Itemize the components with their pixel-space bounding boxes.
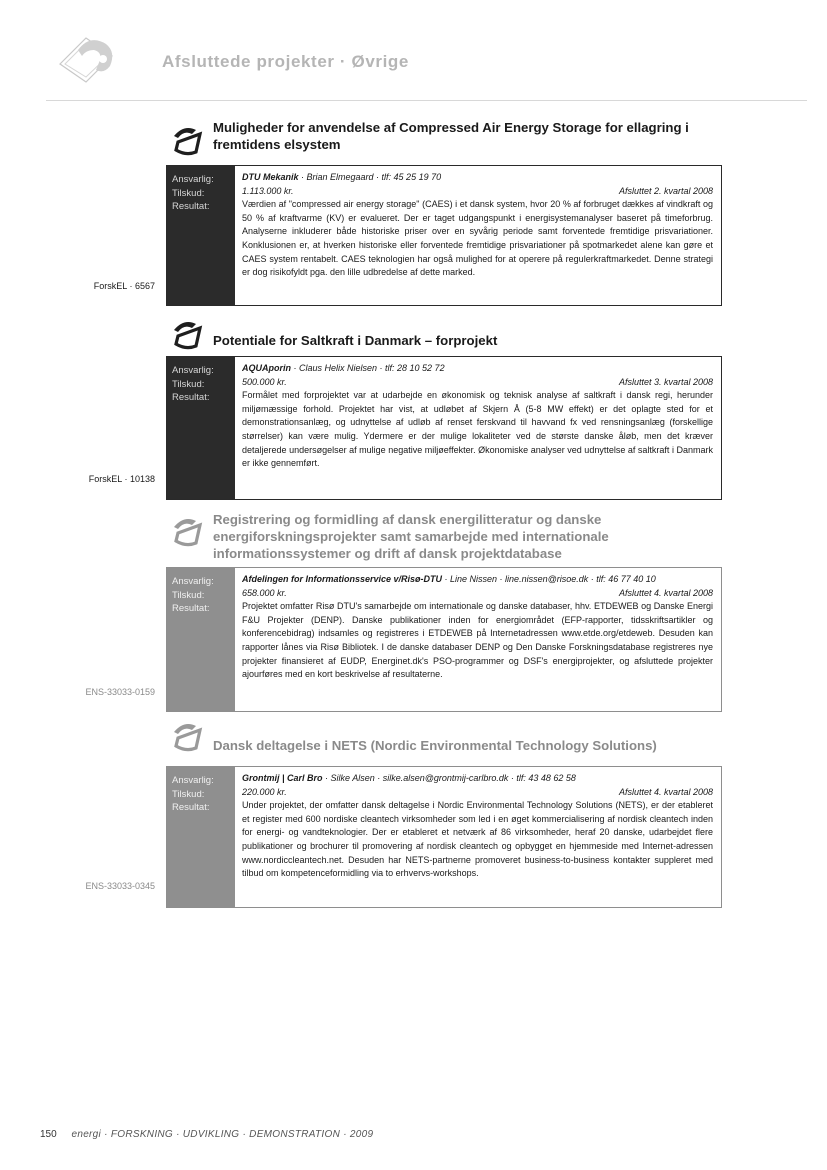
project-logo-icon (170, 515, 204, 549)
project-contact: · Claus Helix Nielsen · tlf: 28 10 52 72 (291, 363, 445, 373)
project-amount: 500.000 kr. (242, 376, 287, 387)
project-contact: · Silke Alsen · silke.alsen@grontmij-carlbro.dk · tlf: 43 48 62 58 (322, 773, 576, 783)
header-logo-icon (56, 30, 126, 86)
project-labels (167, 568, 235, 711)
label-resultat: Resultat: (172, 392, 210, 404)
project-content (235, 767, 721, 907)
project-finished: Afsluttet 3. kvartal 2008 (618, 376, 713, 387)
project-amount: 658.000 kr. (242, 587, 287, 598)
project-info-box (166, 766, 722, 908)
project-finished: Afsluttet 4. kvartal 2008 (618, 587, 713, 598)
project-code: ForskEL · 10138 (88, 474, 155, 484)
project-info-box (166, 567, 722, 712)
label-tilskud: Tilskud: (172, 589, 205, 601)
project-code: ENS-33033-0345 (85, 881, 155, 891)
project-finished: Afsluttet 4. kvartal 2008 (618, 786, 713, 797)
label-tilskud: Tilskud: (172, 187, 205, 199)
project-org: AQUAporin (242, 363, 291, 373)
project-result: Værdien af "compressed air energy storage" (CAES) i et dansk system, hvor 20 % af forbruget dækkes af vindkraft og 50 % af kraftvarme (KV) er evalueret. Der er taget udgangspunkt i energisystemanalyser baseret på timeforbrug. Analyserne inkluderer både historiske priser over en syvårig periode samt forventede fremtidige prisvariationer. Konklusionen er, at hverken historiske eller forventede fremtidige prisvariationer på spotmarkedet alene kan gøre et CAES system rentabelt. CAES teknologien har også mulighed for at operere på regulerkraftmarkedet. Denne strategi er dog risikofyldt pga. den lille udbredelse af dette marked. (242, 199, 713, 278)
page-number: 150 (40, 1129, 57, 1140)
project-amount: 1.113.000 kr. (242, 185, 294, 196)
project-result: Under projektet, der omfatter dansk deltagelse i Nordic Environmental Technology Solutions (NETS), er der etableret et register med 600 nordiske cleantech virksomheder som led i en øget kommercialisering af nordisk cleantech inden for energi- og vandteknologier. Der er etableret et netværk af 86 virksomheder, heraf 20 danske, udarbejdet flere publikationer og brochurer til promovering af nordisk cleantech og opbygget en hjemmeside med Internet-adressen www.nordiccleantech.net. Desuden har NETS-partnerne promoveret business-to-business kontakter suppleret med tilbud om kompetenceformidling via to erhvervs-workshops. (242, 800, 713, 879)
project-labels (167, 767, 235, 907)
project-title: Potentiale for Saltkraft i Danmark – forprojekt (213, 333, 498, 348)
project-org: Afdelingen for Informationsservice v/Risø-DTU (242, 574, 443, 584)
project-org: Grontmij | Carl Bro (242, 773, 323, 783)
header-divider (46, 100, 807, 101)
project-title: Registrering og formidling af dansk energilitteratur og danske energiforskningsprojekter samt samarbejde med internationale informationssystemer og drift af dansk projektdatabase (213, 512, 609, 561)
label-ansvarlig: Ansvarlig: (172, 775, 214, 786)
label-ansvarlig: Ansvarlig: (172, 576, 214, 587)
label-resultat: Resultat: (172, 603, 210, 615)
project-finished: Afsluttet 2. kvartal 2008 (618, 185, 713, 196)
project-amount: 220.000 kr. (242, 786, 287, 797)
project-result: Formålet med forprojektet var at udarbejde en økonomisk og teknisk analyse af saltkraft i dansk regi, herunder miljømæssige forhold. Projektet har vist, at udløbet af Skjern Å (5-8 MW effekt) er det oplagte sted for et demonstrationsanlæg, og udnyttelse af udløb af renset ferskvand til havvand fx ved rensningsanlæg (forskellige størrelser) kan være mulig. Ydermere er der mulige lokaliteter ved de største danske åløb, men det kræver detaljerede undersøgelser af mulige negative miljøeffekter. Økonomiske analyser ved udnyttelse af saltkraft i Danmark er ikke gennemført. (242, 390, 713, 469)
label-tilskud: Tilskud: (172, 788, 205, 800)
project-info-box (166, 356, 722, 500)
project-content (235, 357, 721, 499)
project-labels (167, 357, 235, 499)
project-content (235, 568, 721, 711)
project-result: Projektet omfatter Risø DTU's samarbejde om internationale og danske databaser, hhv. ETDEWEB og Danske Energi F&U Projekter (DENP). Danske publikationer inden for energiområdet (EFP-rapporter, tidsskriftsartikler og konferencebidrag) indsamles og registreres i ETDEWEB på Internetadressen www.etde.org/etdeweb. Desuden kan rapporter lånes via Risø Bibliotek. I de danske databaser DENP og Den Danske Forskningsdatabase registreres nye projekter finansieret af EUDP, Energinet.dk's PSO-programmer og DSF's energiprojekter, og afsluttede projekter ajourføres med en kort beskrivelse af resultaterne. (242, 601, 713, 680)
page-footer (40, 1129, 373, 1140)
project-code: ENS-33033-0159 (85, 687, 155, 697)
label-resultat: Resultat: (172, 201, 210, 213)
project-code: ForskEL · 6567 (93, 281, 155, 291)
project-contact: · Brian Elmegaard · tlf: 45 25 19 70 (298, 172, 442, 182)
project-title: Dansk deltagelse i NETS (Nordic Environmental Technology Solutions) (213, 738, 657, 753)
project-labels (167, 166, 235, 305)
label-resultat: Resultat: (172, 802, 210, 814)
project-title: Muligheder for anvendelse af Compressed Air Energy Storage for ellagring i fremtidens elsystem (213, 120, 689, 152)
project-contact: · Line Nissen · line.nissen@risoe.dk · tlf: 46 77 40 10 (442, 574, 656, 584)
label-ansvarlig: Ansvarlig: (172, 174, 214, 185)
project-logo-icon (170, 124, 204, 158)
footer-text: energi · FORSKNING · UDVIKLING · DEMONSTRATION · 2009 (71, 1129, 374, 1140)
label-tilskud: Tilskud: (172, 378, 205, 390)
project-org: DTU Mekanik (242, 172, 299, 182)
label-ansvarlig: Ansvarlig: (172, 365, 214, 376)
project-info-box (166, 165, 722, 306)
project-content (235, 166, 721, 305)
page-header-title: Afsluttede projekter · Øvrige (162, 52, 409, 71)
project-logo-icon (170, 318, 204, 352)
project-logo-icon (170, 720, 204, 754)
